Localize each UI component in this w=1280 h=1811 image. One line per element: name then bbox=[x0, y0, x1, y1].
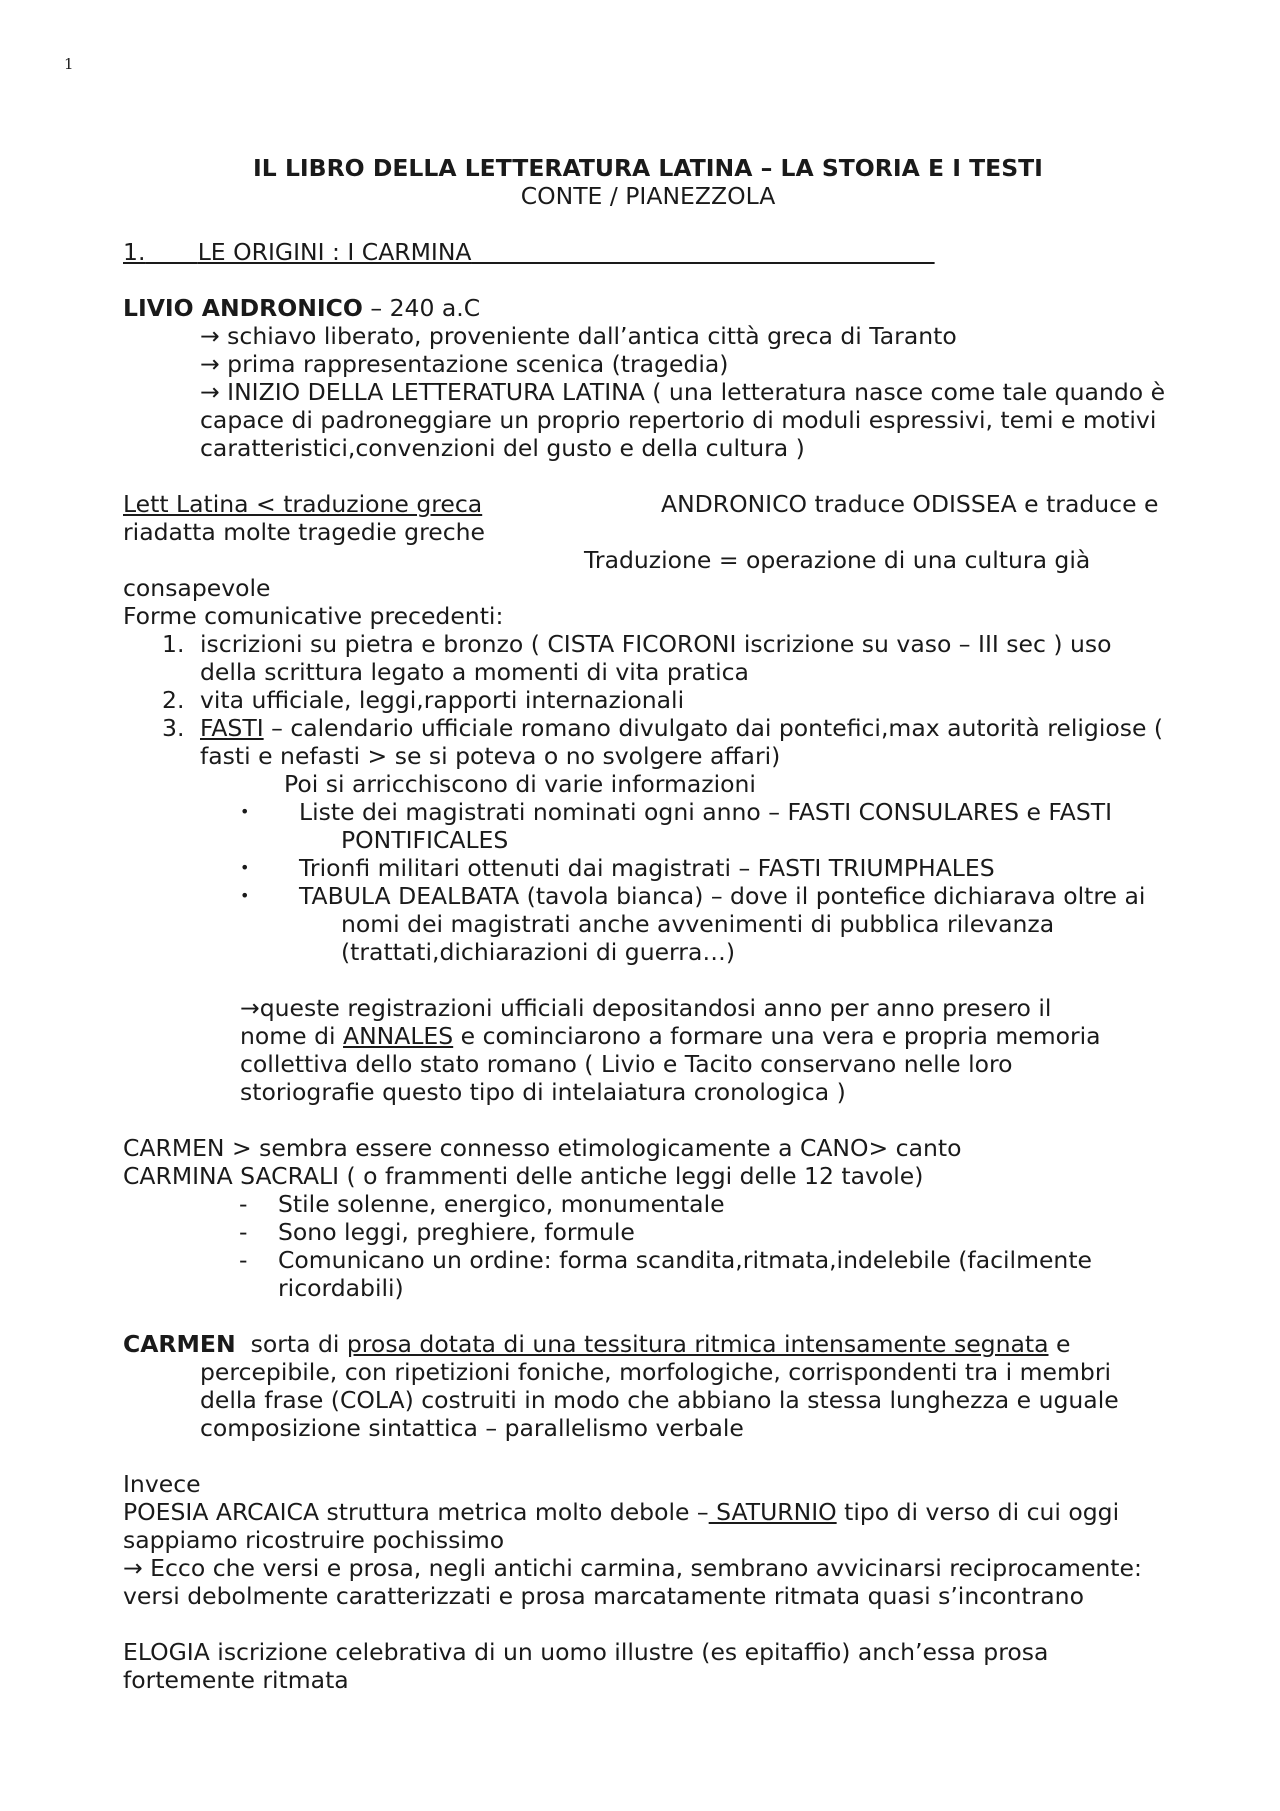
poesia-arcaica: POESIA ARCAICA struttura metrica molto debole – SATURNIO tipo di verso di cui oggi sappiamo ricostruire pochissimo bbox=[123, 1498, 1120, 1554]
list-item: 1. iscrizioni su pietra e bronzo ( CISTA FICORONI iscrizione su vaso – III sec ) uso della scrittura legato a momenti di vita pratica bbox=[162, 630, 1112, 686]
carmina-features bbox=[123, 1190, 1173, 1302]
chapter-title: LE ORIGINI : I CARMINA bbox=[197, 238, 472, 266]
list-item: 2. vita ufficiale, leggi,rapporti internazionali bbox=[162, 686, 685, 714]
elogia-definition: ELOGIA iscrizione celebrativa di un uomo illustre (es epitaffio) anch’essa prosa fortemente ritmata bbox=[123, 1638, 1049, 1694]
invece-label: Invece bbox=[123, 1470, 201, 1498]
livio-name: LIVIO ANDRONICO bbox=[123, 294, 363, 322]
carmina-sacrali: CARMINA SACRALI ( o frammenti delle antiche leggi delle 12 tavole) bbox=[123, 1162, 924, 1190]
list-item: - Sono leggi, preghiere, formule bbox=[239, 1218, 635, 1246]
forms-list bbox=[123, 630, 1173, 770]
translation-line bbox=[123, 490, 1173, 518]
translation-definition: Traduzione = operazione di una cultura già bbox=[584, 546, 1091, 574]
carmen-definition: CARMEN sorta di prosa dotata di una tessitura ritmica intensamente segnata e percepibile, con ripetizioni foniche, morfologiche, corrispondenti tra i membri della frase (COLA) costruiti in modo che abbiano la stessa lunghezza e uguale composizione sintattica – parallelismo verbale bbox=[123, 1330, 1119, 1442]
livio-point: → schiavo liberato, proveniente dall’antica città greca di Taranto bbox=[200, 322, 957, 350]
livio-date: – 240 a.C bbox=[362, 294, 481, 322]
list-item: 3. FASTI – calendario ufficiale romano divulgato dai pontefici,max autorità religiose ( fasti e nefasti > se si poteva o no svolgere affari) bbox=[162, 714, 1164, 770]
translation-right-end: riadatta molte tragedie greche bbox=[123, 518, 485, 546]
list-item: - Stile solenne, energico, monumentale bbox=[239, 1190, 725, 1218]
translation-left: Lett Latina < traduzione greca bbox=[123, 490, 483, 518]
chapter-number: 1. bbox=[123, 238, 146, 266]
document-title: IL LIBRO DELLA LETTERATURA LATINA – LA STORIA E I TESTI bbox=[253, 154, 1043, 182]
annales-note: →queste registrazioni ufficiali depositandosi anno per anno presero il nome di ANNALES e cominciarono a formare una vera e propria memoria collettiva dello stato romano ( Livio e Tacito conservano nelle loro storiografie questo tipo di intelaiatura cronologica ) bbox=[240, 994, 1101, 1106]
carmen-etymology: CARMEN > sembra essere connesso etimologicamente a CANO> canto bbox=[123, 1134, 962, 1162]
page-number: 1 bbox=[64, 55, 74, 73]
chapter-heading bbox=[123, 238, 1173, 266]
document-authors: CONTE / PIANEZZOLA bbox=[520, 182, 776, 210]
forms-enriched: Poi si arricchiscono di varie informazioni bbox=[284, 770, 756, 798]
list-item: - Comunicano un ordine: forma scandita,ritmata,indelebile (facilmente ricordabili) bbox=[239, 1246, 1092, 1302]
forms-heading: Forme comunicative precedenti: bbox=[123, 602, 504, 630]
livio-point: → INIZIO DELLA LETTERATURA LATINA ( una letteratura nasce come tale quando è capace di padroneggiare un proprio repertorio di moduli espressivi, temi e motivi caratteristici,convenzioni del gusto e della cultura ) bbox=[200, 378, 1166, 462]
translation-definition-end: consapevole bbox=[123, 574, 271, 602]
list-item: • Trionfi militari ottenuti dai magistrati – FASTI TRIUMPHALES bbox=[240, 854, 995, 882]
list-item: • Liste dei magistrati nominati ogni anno – FASTI CONSULARES e FASTI PONTIFICALES bbox=[240, 798, 1113, 854]
livio-point: → prima rappresentazione scenica (tragedia) bbox=[200, 350, 729, 378]
list-item: • TABULA DEALBATA (tavola bianca) – dove il pontefice dichiarava oltre ai nomi dei magistrati anche avvenimenti di pubblica rilevanza (trattati,dichiarazioni di guerra…) bbox=[240, 882, 1146, 966]
livio-heading bbox=[123, 294, 1173, 322]
poesia-conclusion: → Ecco che versi e prosa, negli antichi carmina, sembrano avvicinarsi reciprocamente: versi debolmente caratterizzati e prosa marcatamente ritmata quasi s’incontrano bbox=[123, 1554, 1142, 1610]
document-body bbox=[123, 154, 1173, 1694]
translation-right: ANDRONICO traduce ODISSEA e traduce e bbox=[661, 490, 1159, 518]
fasti-bullets bbox=[123, 798, 1173, 966]
